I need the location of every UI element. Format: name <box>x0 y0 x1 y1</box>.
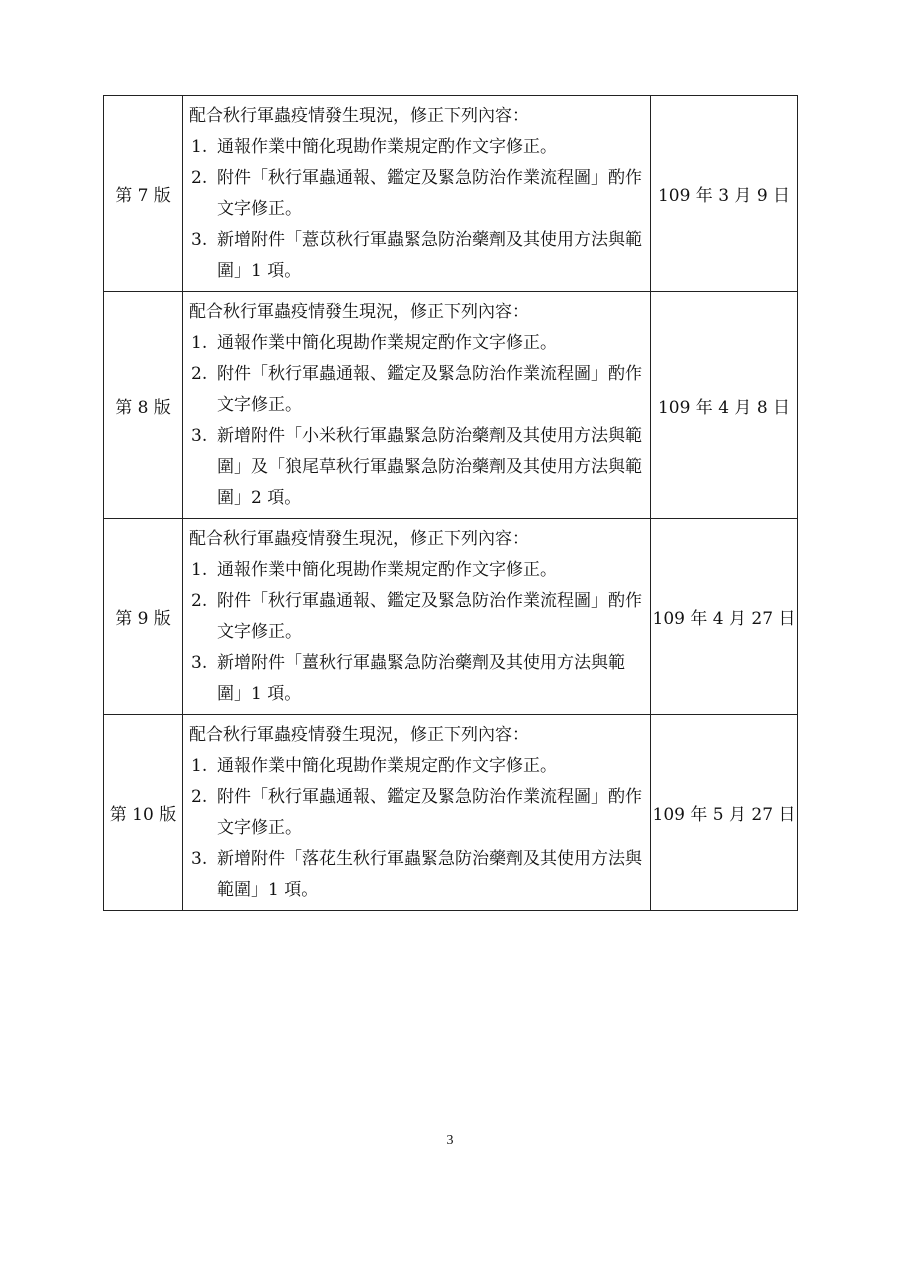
item-number: 2. <box>191 364 208 384</box>
item-number: 1. <box>191 560 208 580</box>
list-item <box>189 132 644 163</box>
item-text: 新增附件「落花生秋行軍蟲緊急防治藥劑及其使用方法與範圍」1 項。 <box>217 849 642 900</box>
list-item <box>189 648 644 710</box>
content-cell <box>183 292 651 519</box>
date-cell: 109 年 3 月 9 日 <box>651 96 798 292</box>
revision-history-table <box>103 95 798 911</box>
item-text: 附件「秋行軍蟲通報、鑑定及緊急防治作業流程圖」酌作文字修正。 <box>217 787 642 838</box>
table-row <box>104 292 798 519</box>
item-text: 附件「秋行軍蟲通報、鑑定及緊急防治作業流程圖」酌作文字修正。 <box>217 591 642 642</box>
revision-intro: 配合秋行軍蟲疫情發生現況，修正下列內容： <box>189 529 529 549</box>
date-cell: 109 年 4 月 27 日 <box>651 519 798 715</box>
list-item <box>189 782 644 844</box>
list-item <box>189 359 644 421</box>
list-item <box>189 328 644 359</box>
revision-intro: 配合秋行軍蟲疫情發生現況，修正下列內容： <box>189 106 529 126</box>
item-text: 通報作業中簡化現勘作業規定酌作文字修正。 <box>217 333 557 353</box>
revision-intro: 配合秋行軍蟲疫情發生現況，修正下列內容： <box>189 302 529 322</box>
item-text: 新增附件「薏苡秋行軍蟲緊急防治藥劑及其使用方法與範圍」1 項。 <box>217 230 642 281</box>
version-cell: 第 7 版 <box>104 96 183 292</box>
list-item <box>189 586 644 648</box>
date-cell: 109 年 4 月 8 日 <box>651 292 798 519</box>
list-item <box>189 555 644 586</box>
item-text: 新增附件「薑秋行軍蟲緊急防治藥劑及其使用方法與範圍」1 項。 <box>217 653 625 704</box>
version-cell: 第 10 版 <box>104 715 183 911</box>
item-text: 新增附件「小米秋行軍蟲緊急防治藥劑及其使用方法與範圍」及「狼尾草秋行軍蟲緊急防治藥劑及其使用方法與範圍」2 項。 <box>217 426 642 508</box>
item-number: 1. <box>191 333 208 353</box>
item-number: 1. <box>191 756 208 776</box>
item-number: 2. <box>191 787 208 807</box>
table-row <box>104 715 798 911</box>
list-item <box>189 844 644 906</box>
item-number: 3. <box>191 230 208 250</box>
item-number: 1. <box>191 137 208 157</box>
list-item <box>189 421 644 514</box>
revision-intro: 配合秋行軍蟲疫情發生現況，修正下列內容： <box>189 725 529 745</box>
item-number: 3. <box>191 426 208 446</box>
date-cell: 109 年 5 月 27 日 <box>651 715 798 911</box>
page-number: 3 <box>446 1133 454 1148</box>
item-number: 2. <box>191 168 208 188</box>
item-number: 3. <box>191 849 208 869</box>
content-cell <box>183 519 651 715</box>
content-cell <box>183 715 651 911</box>
version-cell: 第 9 版 <box>104 519 183 715</box>
item-text: 附件「秋行軍蟲通報、鑑定及緊急防治作業流程圖」酌作文字修正。 <box>217 168 642 219</box>
version-cell: 第 8 版 <box>104 292 183 519</box>
item-text: 通報作業中簡化現勘作業規定酌作文字修正。 <box>217 560 557 580</box>
item-text: 通報作業中簡化現勘作業規定酌作文字修正。 <box>217 137 557 157</box>
table-row <box>104 96 798 292</box>
item-number: 3. <box>191 653 208 673</box>
list-item <box>189 225 644 287</box>
table-row <box>104 519 798 715</box>
item-text: 附件「秋行軍蟲通報、鑑定及緊急防治作業流程圖」酌作文字修正。 <box>217 364 642 415</box>
item-text: 通報作業中簡化現勘作業規定酌作文字修正。 <box>217 756 557 776</box>
list-item <box>189 751 644 782</box>
item-number: 2. <box>191 591 208 611</box>
list-item <box>189 163 644 225</box>
content-cell <box>183 96 651 292</box>
